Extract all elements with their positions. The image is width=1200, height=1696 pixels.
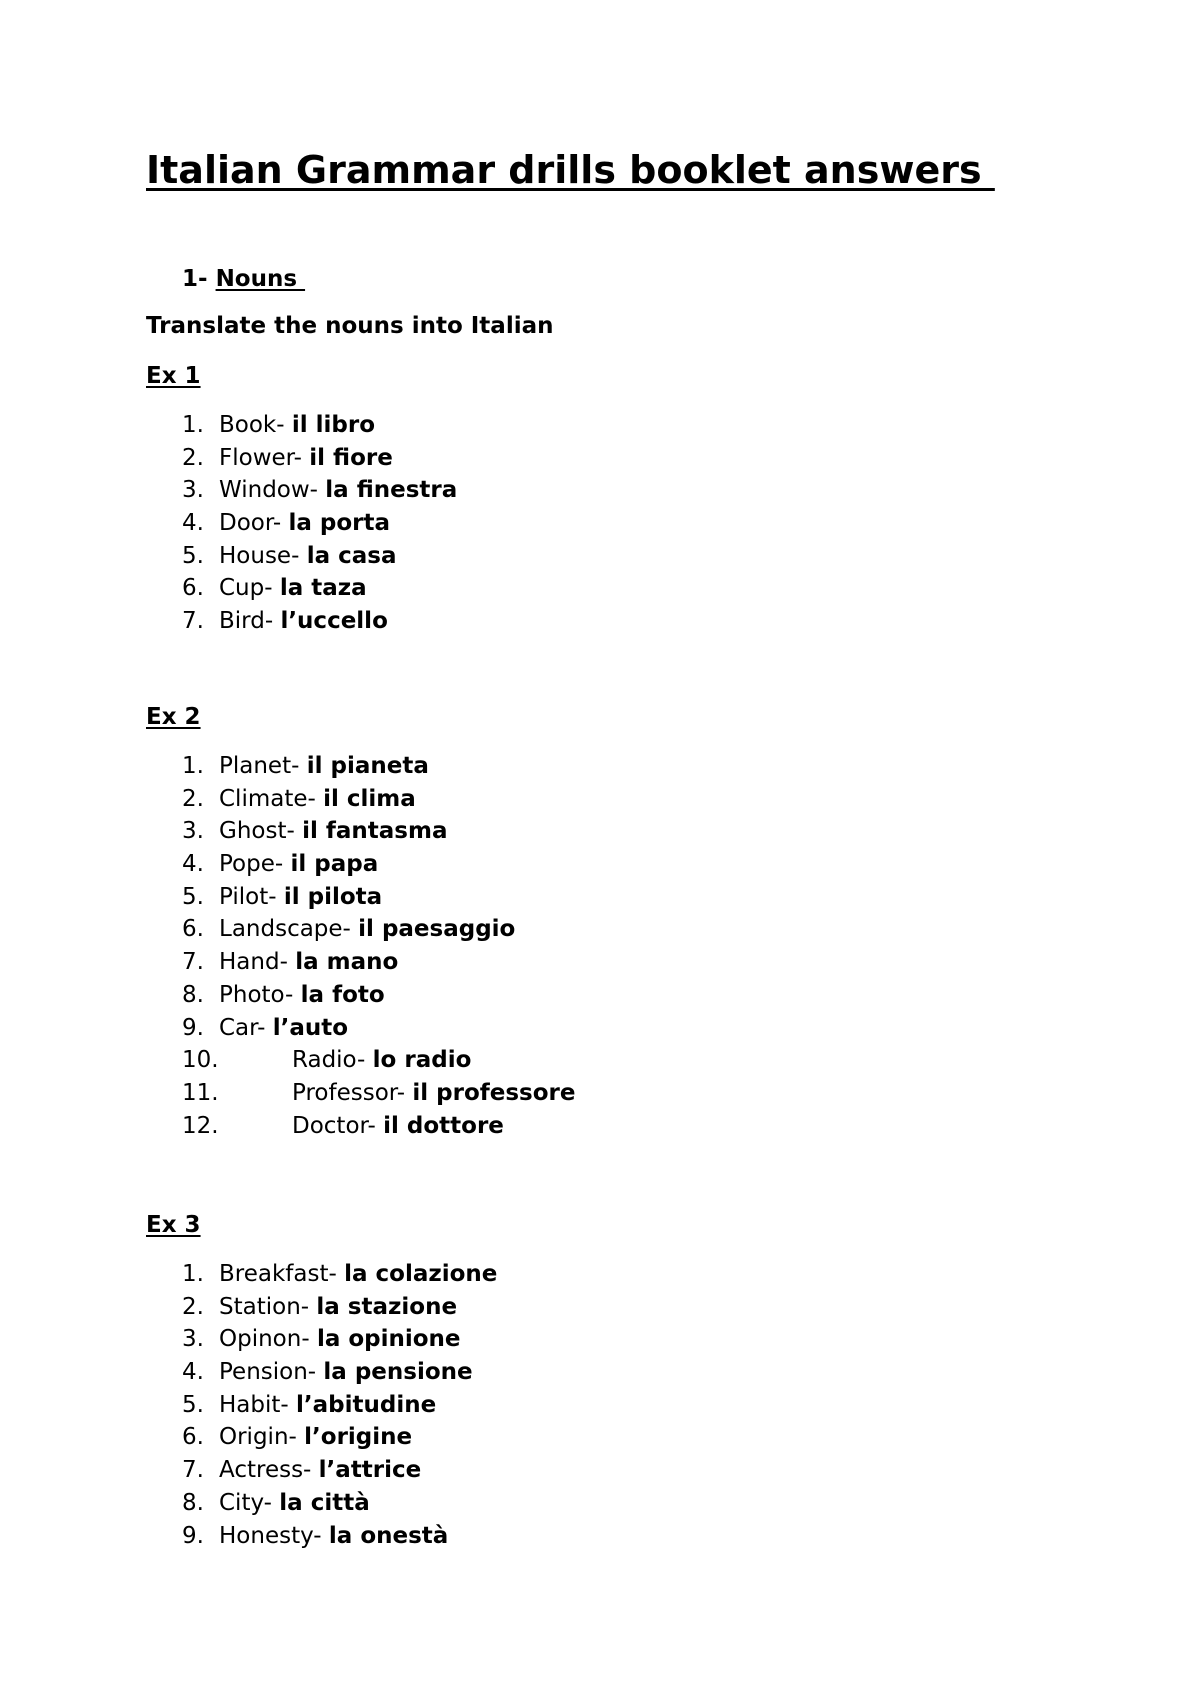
italian-answer: la casa bbox=[306, 542, 397, 569]
exercise-2-heading: Ex 2 bbox=[146, 704, 201, 730]
italian-answer: il clima bbox=[323, 785, 416, 812]
italian-answer: l’auto bbox=[272, 1014, 349, 1041]
italian-answer: la opinione bbox=[316, 1326, 461, 1353]
item-number: 2. bbox=[182, 444, 204, 471]
italian-answer: il pianeta bbox=[306, 753, 429, 779]
english-word: Pension- bbox=[219, 1359, 324, 1386]
english-word: Pilot- bbox=[219, 883, 284, 910]
page-title: Italian Grammar drills booklet answers bbox=[146, 148, 995, 192]
list-item bbox=[0, 1520, 1200, 1553]
english-word: Professor- bbox=[292, 1079, 413, 1106]
italian-answer: il fiore bbox=[309, 444, 393, 471]
english-word: Flower- bbox=[219, 444, 310, 471]
list-item bbox=[0, 1077, 1200, 1110]
item-number: 4. bbox=[182, 1359, 204, 1386]
section-heading bbox=[182, 264, 305, 294]
item-number: 4. bbox=[182, 851, 204, 878]
italian-answer: la colazione bbox=[344, 1261, 498, 1287]
list-item bbox=[0, 540, 1200, 573]
item-number: 8. bbox=[182, 1489, 204, 1516]
italian-answer: l’attrice bbox=[318, 1457, 422, 1484]
english-word: Car- bbox=[219, 1014, 273, 1041]
item-number: 12. bbox=[182, 1112, 219, 1139]
english-word: Habit- bbox=[219, 1391, 297, 1418]
item-number: 9. bbox=[182, 1522, 204, 1549]
english-word: Breakfast- bbox=[219, 1261, 345, 1287]
english-word: Hand- bbox=[219, 949, 296, 976]
list-item bbox=[0, 979, 1200, 1012]
exercise-1-heading: Ex 1 bbox=[146, 363, 201, 389]
list-item bbox=[0, 913, 1200, 946]
italian-answer: il libro bbox=[291, 412, 376, 438]
italian-answer: il professore bbox=[412, 1079, 576, 1106]
italian-answer: la foto bbox=[300, 981, 385, 1008]
italian-answer: il papa bbox=[290, 851, 379, 878]
list-item bbox=[0, 1291, 1200, 1324]
english-word: Actress- bbox=[219, 1457, 319, 1484]
item-number: 1. bbox=[182, 1261, 204, 1287]
english-word: Station- bbox=[219, 1293, 317, 1320]
english-word: Photo- bbox=[219, 981, 301, 1008]
list-item bbox=[0, 848, 1200, 881]
list-item bbox=[0, 474, 1200, 507]
italian-answer: la finestra bbox=[325, 477, 458, 504]
list-item bbox=[0, 1323, 1200, 1356]
item-number: 6. bbox=[182, 1424, 204, 1451]
instruction-text: Translate the nouns into Italian bbox=[146, 313, 554, 339]
list-item bbox=[0, 881, 1200, 914]
list-item bbox=[0, 1258, 1200, 1291]
english-word: Honesty- bbox=[219, 1522, 329, 1549]
english-word: Origin- bbox=[219, 1424, 305, 1451]
section-name: Nouns bbox=[215, 266, 306, 292]
exercise-3-heading: Ex 3 bbox=[146, 1212, 201, 1238]
list-item bbox=[0, 783, 1200, 816]
list-item bbox=[0, 1044, 1200, 1077]
item-number: 9. bbox=[182, 1014, 204, 1041]
italian-answer: il paesaggio bbox=[358, 916, 516, 943]
english-word: City- bbox=[219, 1489, 280, 1516]
list-item bbox=[0, 1421, 1200, 1454]
exercise-2-list bbox=[0, 750, 1200, 1142]
list-item bbox=[0, 1012, 1200, 1045]
item-number: 3. bbox=[182, 1326, 204, 1353]
english-word: House- bbox=[219, 542, 307, 569]
list-item bbox=[0, 750, 1200, 783]
item-number: 5. bbox=[182, 1391, 204, 1418]
item-number: 2. bbox=[182, 1293, 204, 1320]
english-word: Opinon- bbox=[219, 1326, 317, 1353]
item-number: 1. bbox=[182, 753, 204, 779]
item-number: 8. bbox=[182, 981, 204, 1008]
item-number: 11. bbox=[182, 1079, 219, 1106]
item-number: 5. bbox=[182, 542, 204, 569]
italian-answer: lo radio bbox=[372, 1047, 472, 1074]
item-number: 3. bbox=[182, 477, 204, 504]
list-item bbox=[0, 1487, 1200, 1520]
item-number: 7. bbox=[182, 608, 204, 635]
item-number: 6. bbox=[182, 916, 204, 943]
italian-answer: la mano bbox=[295, 949, 399, 976]
english-word: Book- bbox=[219, 412, 292, 438]
list-item bbox=[0, 409, 1200, 442]
english-word: Doctor- bbox=[292, 1112, 384, 1139]
item-number: 1. bbox=[182, 412, 204, 438]
english-word: Radio- bbox=[292, 1047, 373, 1074]
italian-answer: la città bbox=[279, 1489, 370, 1516]
english-word: Cup- bbox=[219, 575, 280, 602]
list-item bbox=[0, 1356, 1200, 1389]
english-word: Pope- bbox=[219, 851, 291, 878]
list-item bbox=[0, 946, 1200, 979]
exercise-1-list bbox=[0, 409, 1200, 638]
item-number: 10. bbox=[182, 1047, 219, 1074]
italian-answer: la onestà bbox=[328, 1522, 449, 1549]
italian-answer: il dottore bbox=[383, 1112, 504, 1139]
italian-answer: la porta bbox=[288, 510, 390, 537]
italian-answer: l’abitudine bbox=[296, 1391, 437, 1418]
english-word: Ghost- bbox=[219, 818, 303, 845]
list-item bbox=[0, 1454, 1200, 1487]
item-number: 3. bbox=[182, 818, 204, 845]
list-item bbox=[0, 1389, 1200, 1422]
item-number: 4. bbox=[182, 510, 204, 537]
item-number: 7. bbox=[182, 949, 204, 976]
italian-answer: la taza bbox=[279, 575, 367, 602]
english-word: Climate- bbox=[219, 785, 324, 812]
exercise-3-list bbox=[0, 1258, 1200, 1552]
english-word: Bird- bbox=[219, 608, 281, 635]
list-item bbox=[0, 442, 1200, 475]
italian-answer: il pilota bbox=[283, 883, 383, 910]
italian-answer: l’uccello bbox=[280, 608, 388, 635]
italian-answer: la pensione bbox=[323, 1359, 473, 1386]
list-item bbox=[0, 605, 1200, 638]
english-word: Planet- bbox=[219, 753, 307, 779]
item-number: 7. bbox=[182, 1457, 204, 1484]
italian-answer: la stazione bbox=[316, 1293, 458, 1320]
list-item bbox=[0, 507, 1200, 540]
item-number: 2. bbox=[182, 785, 204, 812]
italian-answer: l’origine bbox=[304, 1424, 413, 1451]
italian-answer: il fantasma bbox=[302, 818, 448, 845]
english-word: Window- bbox=[219, 477, 326, 504]
item-number: 5. bbox=[182, 883, 204, 910]
section-number: 1- bbox=[182, 266, 216, 292]
list-item bbox=[0, 815, 1200, 848]
english-word: Landscape- bbox=[219, 916, 359, 943]
item-number: 6. bbox=[182, 575, 204, 602]
list-item bbox=[0, 572, 1200, 605]
english-word: Door- bbox=[219, 510, 289, 537]
list-item bbox=[0, 1110, 1200, 1143]
